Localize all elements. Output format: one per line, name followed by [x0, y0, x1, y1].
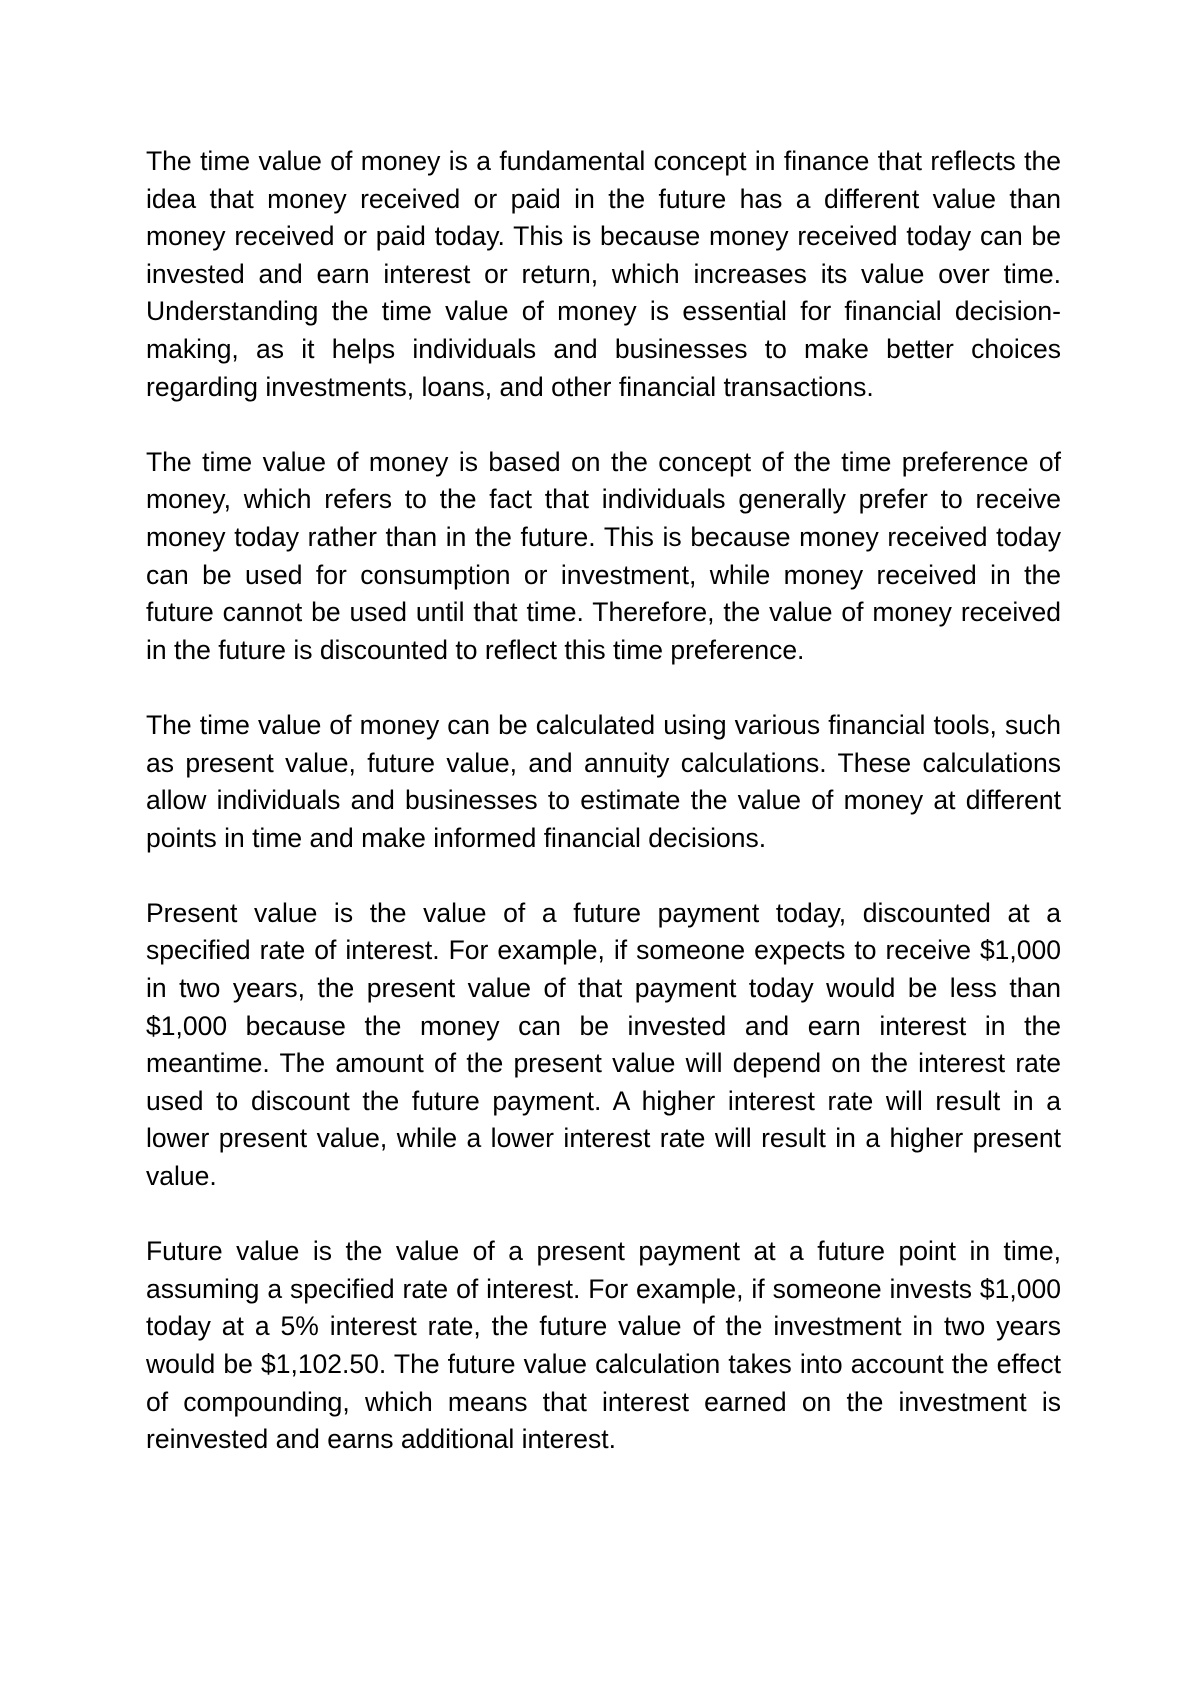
paragraph-time-preference: The time value of money is based on the concept of the time preference of money, which refers to the fact that individuals generally prefer to receive money today rather than in the future. This is because money received today can be used for consumption or investment, while money received in the future cannot be used until that time. Therefore, the value of money received in the future is discounted to reflect this time preference. — [146, 446, 1061, 665]
paragraph-calculation-tools: The time value of money can be calculated using various financial tools, such as present value, future value, and annuity calculations. These calculations allow individuals and businesses to estimate the value of money at different points in time and make informed financial decisions. — [146, 709, 1061, 853]
paragraph-future-value: Future value is the value of a present payment at a future point in time, assuming a specified rate of interest. For example, if someone invests $1,000 today at a 5% interest rate, the future value of the investment in two years would be $1,102.50. The future value calculation takes into account the effect of compounding, which means that interest earned on the investment is reinvested and earns additional interest. — [146, 1236, 1061, 1455]
paragraph-present-value: Present value is the value of a future payment today, discounted at a specified rate of interest. For example, if someone expects to receive $1,000 in two years, the present value of that payment today would be less than $1,000 because the money can be invested and earn interest in the meantime. The amount of the present value will depend on the interest rate used to discount the future payment. A higher interest rate will result in a lower present value, while a lower interest rate will result in a higher present value. — [146, 897, 1061, 1192]
paragraph-time-value-intro: The time value of money is a fundamental concept in finance that reflects the idea that money received or paid in the future has a different value than money received or paid today. This is because money received today can be invested and earn interest or return, which increases its value over time. Understanding the time value of money is essential for financial decision-making, as it helps individuals and businesses to make better choices regarding investments, loans, and other financial transactions. — [146, 146, 1061, 402]
document-body — [146, 143, 1061, 1459]
